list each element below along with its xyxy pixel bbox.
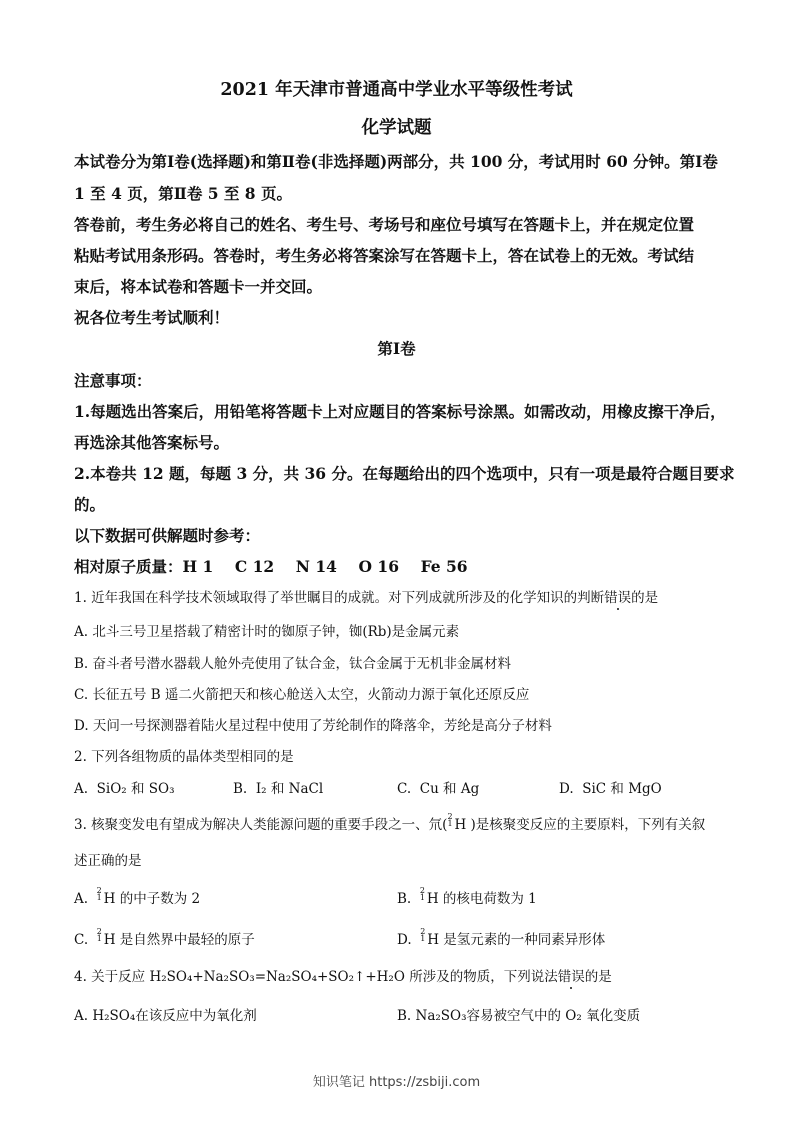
question-3-stem-line-2: 述正确的是 xyxy=(74,853,142,869)
q3-d-mass: 2 xyxy=(420,927,426,936)
q3-c-label: C. xyxy=(74,932,89,948)
atomic-number: 1 xyxy=(447,819,453,828)
q3-b-atomic: 1 xyxy=(419,893,425,902)
q3-a-mass: 2 xyxy=(96,886,102,895)
q2-a-text: SiO₂ 和 SO₃ xyxy=(96,781,175,797)
q2-c-label: C. xyxy=(397,781,412,797)
q3-b-label: B. xyxy=(397,891,412,907)
q3-stem-text: 3. 核聚变发电有望成为解决人类能源问题的重要手段之一、氘( xyxy=(74,817,448,833)
reference-heading: 以下数据可供解题时参考： xyxy=(74,526,261,545)
q2-b-label: B. xyxy=(233,781,248,797)
question-3-option-c xyxy=(74,928,255,948)
intro-line-2: 1 至 4 页，第Ⅱ卷 5 至 8 页。 xyxy=(74,184,292,203)
note-1-line-2: 再选涂其他答案标号。 xyxy=(74,433,230,452)
question-3-option-b xyxy=(397,887,537,907)
q2-d-label: D. xyxy=(559,781,574,797)
q3-a-text: H 的中子数为 2 xyxy=(103,891,201,907)
q3-a-isotope-index xyxy=(97,887,104,901)
q2-a-label: A. xyxy=(74,781,89,797)
question-3-stem-line-1 xyxy=(74,813,705,833)
q1-stem-end: 的是 xyxy=(631,590,659,606)
question-4-stem xyxy=(74,965,612,985)
mass-number: 2 xyxy=(447,812,453,821)
exam-title: 2021 年天津市普通高中学业水平等级性考试 xyxy=(220,80,573,100)
intro-line-5: 束后，将本试卷和答题卡一并交回。 xyxy=(74,277,323,296)
q2-b-text: I₂ 和 NaCl xyxy=(255,781,324,797)
note-2-line-2: 的。 xyxy=(74,495,106,514)
watermark-footer: 知识笔记 https://zsbiji.com xyxy=(312,1075,481,1090)
question-3-option-d xyxy=(397,928,605,948)
note-1-line-1: 1.每题选出答案后，用铅笔将答题卡上对应题目的答案标号涂黑。如需改动，用橡皮擦干净后， xyxy=(74,402,726,421)
q3-b-text: H 的核电荷数为 1 xyxy=(426,891,537,907)
q4-stem-end: 的是 xyxy=(584,969,612,985)
question-1-stem xyxy=(74,586,658,606)
q3-c-text: H 是自然界中最轻的原子 xyxy=(103,932,255,948)
q4-stem-text: 4. 关于反应 H₂SO₄+Na₂SO₃=Na₂SO₄+SO₂↑+H₂O 所涉及的物质，下列说法 xyxy=(74,969,558,985)
exam-subtitle: 化学试题 xyxy=(361,118,432,138)
question-2-option-d xyxy=(559,777,662,797)
q3-d-text: H 是氢元素的一种同素异形体 xyxy=(427,932,606,948)
question-2-option-a xyxy=(74,777,175,797)
q3-a-label: A. xyxy=(74,891,89,907)
note-2-line-1: 2.本卷共 12 题，每题 3 分，共 36 分。在每题给出的四个选项中，只有一项是最符合题目要求 xyxy=(74,464,735,483)
q3-d-atomic: 1 xyxy=(420,934,426,943)
question-1-option-b: B. 奋斗者号潜水器载人舱外壳使用了钛合金，钛合金属于无机非金属材料 xyxy=(74,656,512,672)
q3-d-isotope-index xyxy=(420,928,427,942)
q3-a-atomic: 1 xyxy=(96,893,102,902)
q3-b-isotope-index xyxy=(420,887,427,901)
intro-line-6: 祝各位考生考试顺利！ xyxy=(74,308,230,327)
q4-emphasis: 错误 xyxy=(557,969,585,985)
q3-b-mass: 2 xyxy=(419,886,425,895)
q3-c-atomic: 1 xyxy=(96,934,102,943)
q3-stem-text-end: H )是核聚变反应的主要原料，下列有关叙 xyxy=(454,817,706,833)
question-1-option-d: D. 天问一号探测器着陆火星过程中使用了芳纶制作的降落伞，芳纶是高分子材料 xyxy=(74,718,552,734)
question-4-option-b: B. Na₂SO₃容易被空气中的 O₂ 氧化变质 xyxy=(397,1008,641,1024)
q2-d-text: SiC 和 MgO xyxy=(582,781,662,797)
q2-c-text: Cu 和 Ag xyxy=(419,781,480,797)
notes-heading: 注意事项： xyxy=(74,371,152,390)
question-3-option-a xyxy=(74,887,200,907)
atomic-mass-list: 相对原子质量：H 1 C 12 N 14 O 16 Fe 56 xyxy=(74,557,468,576)
q3-d-label: D. xyxy=(397,932,412,948)
q1-stem-text: 1. 近年我国在科学技术领域取得了举世瞩目的成就。对下列成就所涉及的化学知识的判断 xyxy=(74,590,605,606)
q3-c-isotope-index xyxy=(97,928,104,942)
q1-emphasis: 错误 xyxy=(604,590,632,606)
q3-c-mass: 2 xyxy=(96,927,102,936)
question-2-option-b xyxy=(233,777,323,797)
question-2-stem: 2. 下列各组物质的晶体类型相同的是 xyxy=(74,749,294,765)
question-1-option-c: C. 长征五号 B 遥二火箭把天和核心舱送入太空，火箭动力源于氧化还原反应 xyxy=(74,687,530,703)
question-1-option-a: A. 北斗三号卫星搭载了精密计时的铷原子钟，铷(Rb)是金属元素 xyxy=(74,624,460,640)
intro-line-4: 粘贴考试用条形码。答卷时，考生务必将答案涂写在答题卡上，答在试卷上的无效。考试结 xyxy=(74,246,695,265)
intro-line-1: 本试卷分为第Ⅰ卷(选择题)和第Ⅱ卷(非选择题)两部分，共 100 分，考试用时 60 分钟。第Ⅰ卷 xyxy=(74,152,718,171)
intro-line-3: 答卷前，考生务必将自己的姓名、考生号、考场号和座位号填写在答题卡上，并在规定位置 xyxy=(74,215,695,234)
question-2-option-c xyxy=(397,777,479,797)
question-4-option-a: A. H₂SO₄在该反应中为氧化剂 xyxy=(74,1008,257,1024)
section-title: 第Ⅰ卷 xyxy=(377,339,416,358)
deuterium-symbol-index xyxy=(447,813,454,827)
